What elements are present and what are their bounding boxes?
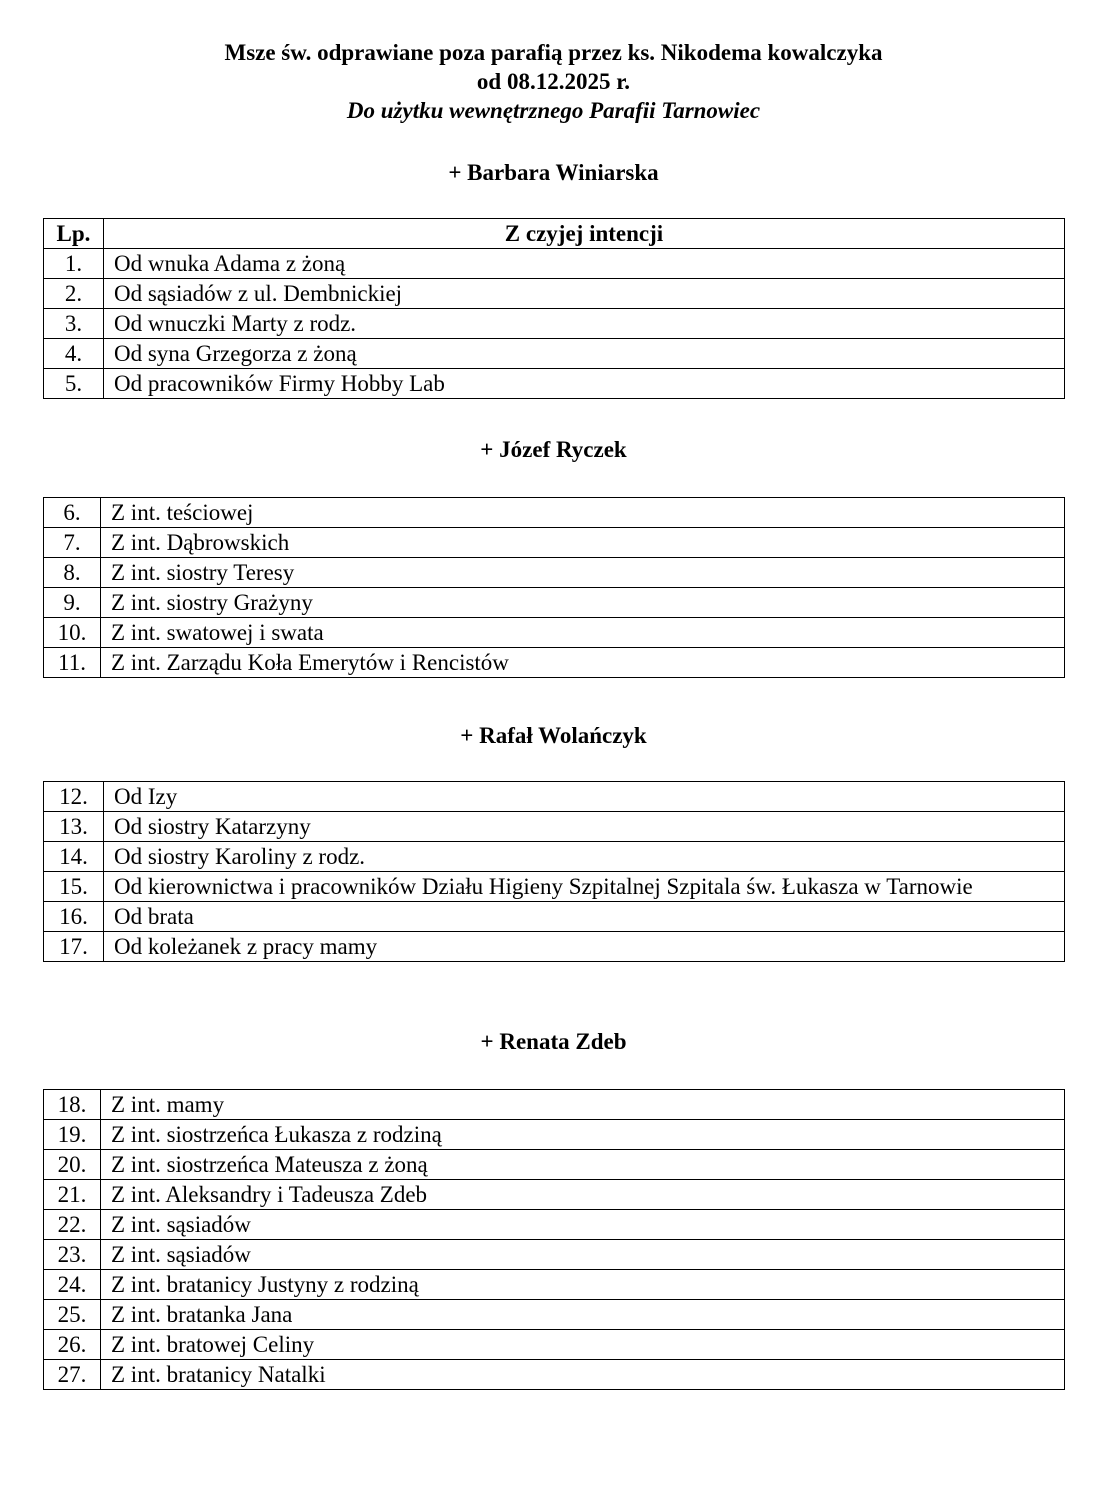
row-number: 8. [44, 558, 101, 588]
table-row [44, 528, 1065, 558]
row-number: 10. [44, 618, 101, 648]
table-row [44, 1120, 1065, 1150]
row-text: Od pracowników Firmy Hobby Lab [104, 369, 1065, 399]
intentions-table-4 [43, 1089, 1065, 1390]
row-text: Z int. swatowej i swata [101, 618, 1065, 648]
table-row [44, 558, 1065, 588]
table-row [44, 1210, 1065, 1240]
table-row [44, 872, 1065, 902]
row-text: Z int. Zarządu Koła Emerytów i Rencistów [101, 648, 1065, 678]
table-header-row [44, 219, 1065, 249]
row-number: 24. [44, 1270, 101, 1300]
row-text: Z int. siostry Teresy [101, 558, 1065, 588]
row-number: 15. [44, 872, 104, 902]
row-text: Z int. Aleksandry i Tadeusza Zdeb [101, 1180, 1065, 1210]
table-row [44, 369, 1065, 399]
row-text: Z int. bratowej Celiny [101, 1330, 1065, 1360]
table-row [44, 1150, 1065, 1180]
row-number: 2. [44, 279, 104, 309]
table-row [44, 249, 1065, 279]
row-text: Od sąsiadów z ul. Dembnickiej [104, 279, 1065, 309]
row-text: Od koleżanek z pracy mamy [104, 932, 1065, 962]
header-lp: Lp. [44, 219, 104, 249]
row-text: Z int. teściowej [101, 498, 1065, 528]
intentions-table-1 [43, 218, 1065, 399]
row-text: Od wnuka Adama z żoną [104, 249, 1065, 279]
row-text: Od kierownictwa i pracowników Działu Higieny Szpitalnej Szpitala św. Łukasza w Tarnowie [104, 872, 1065, 902]
section-title-2: + Józef Ryczek [480, 437, 627, 462]
table-row [44, 309, 1065, 339]
row-number: 7. [44, 528, 101, 558]
table-row [44, 1240, 1065, 1270]
table-row [44, 932, 1065, 962]
table-row [44, 1180, 1065, 1210]
row-number: 11. [44, 648, 101, 678]
header-intention: Z czyjej intencji [104, 219, 1065, 249]
header-date: od 08.12.2025 r. [476, 69, 631, 94]
row-number: 23. [44, 1240, 101, 1270]
header-subtitle: Do użytku wewnętrznego Parafii Tarnowiec [346, 98, 761, 123]
row-text: Z int. Dąbrowskich [101, 528, 1065, 558]
table-row [44, 812, 1065, 842]
table-row [44, 1330, 1065, 1360]
row-text: Od Izy [104, 782, 1065, 812]
table-row [44, 339, 1065, 369]
row-text: Z int. siostrzeńca Łukasza z rodziną [101, 1120, 1065, 1150]
row-number: 13. [44, 812, 104, 842]
row-text: Z int. bratanicy Natalki [101, 1360, 1065, 1390]
table-row [44, 588, 1065, 618]
row-number: 12. [44, 782, 104, 812]
section-title-4: + Renata Zdeb [480, 1029, 627, 1054]
row-number: 18. [44, 1090, 101, 1120]
row-number: 14. [44, 842, 104, 872]
row-text: Od brata [104, 902, 1065, 932]
intentions-table-3 [43, 781, 1065, 962]
row-number: 9. [44, 588, 101, 618]
table-row [44, 902, 1065, 932]
intentions-table-2 [43, 497, 1065, 678]
table-row [44, 618, 1065, 648]
row-number: 22. [44, 1210, 101, 1240]
row-number: 26. [44, 1330, 101, 1360]
table-row [44, 842, 1065, 872]
row-text: Z int. sąsiadów [101, 1240, 1065, 1270]
table-row [44, 782, 1065, 812]
row-text: Z int. siostrzeńca Mateusza z żoną [101, 1150, 1065, 1180]
row-number: 1. [44, 249, 104, 279]
header-title: Msze św. odprawiane poza parafią przez ks. Nikodema kowalczyka [224, 40, 883, 65]
row-text: Z int. bratanicy Justyny z rodziną [101, 1270, 1065, 1300]
section-title-3: + Rafał Wolańczyk [460, 723, 647, 748]
row-number: 25. [44, 1300, 101, 1330]
row-number: 5. [44, 369, 104, 399]
row-text: Z int. bratanka Jana [101, 1300, 1065, 1330]
row-number: 6. [44, 498, 101, 528]
row-text: Z int. sąsiadów [101, 1210, 1065, 1240]
table-row [44, 279, 1065, 309]
row-number: 21. [44, 1180, 101, 1210]
row-text: Od wnuczki Marty z rodz. [104, 309, 1065, 339]
row-text: Od siostry Karoliny z rodz. [104, 842, 1065, 872]
row-number: 27. [44, 1360, 101, 1390]
table-row [44, 648, 1065, 678]
row-number: 4. [44, 339, 104, 369]
row-text: Z int. mamy [101, 1090, 1065, 1120]
table-row [44, 1090, 1065, 1120]
row-number: 3. [44, 309, 104, 339]
row-number: 17. [44, 932, 104, 962]
table-row [44, 1360, 1065, 1390]
row-text: Z int. siostry Grażyny [101, 588, 1065, 618]
table-row [44, 1270, 1065, 1300]
document-header [0, 38, 1095, 126]
table-row [44, 498, 1065, 528]
row-text: Od syna Grzegorza z żoną [104, 339, 1065, 369]
row-text: Od siostry Katarzyny [104, 812, 1065, 842]
table-row [44, 1300, 1065, 1330]
row-number: 16. [44, 902, 104, 932]
row-number: 19. [44, 1120, 101, 1150]
row-number: 20. [44, 1150, 101, 1180]
section-title-1: + Barbara Winiarska [448, 160, 659, 185]
